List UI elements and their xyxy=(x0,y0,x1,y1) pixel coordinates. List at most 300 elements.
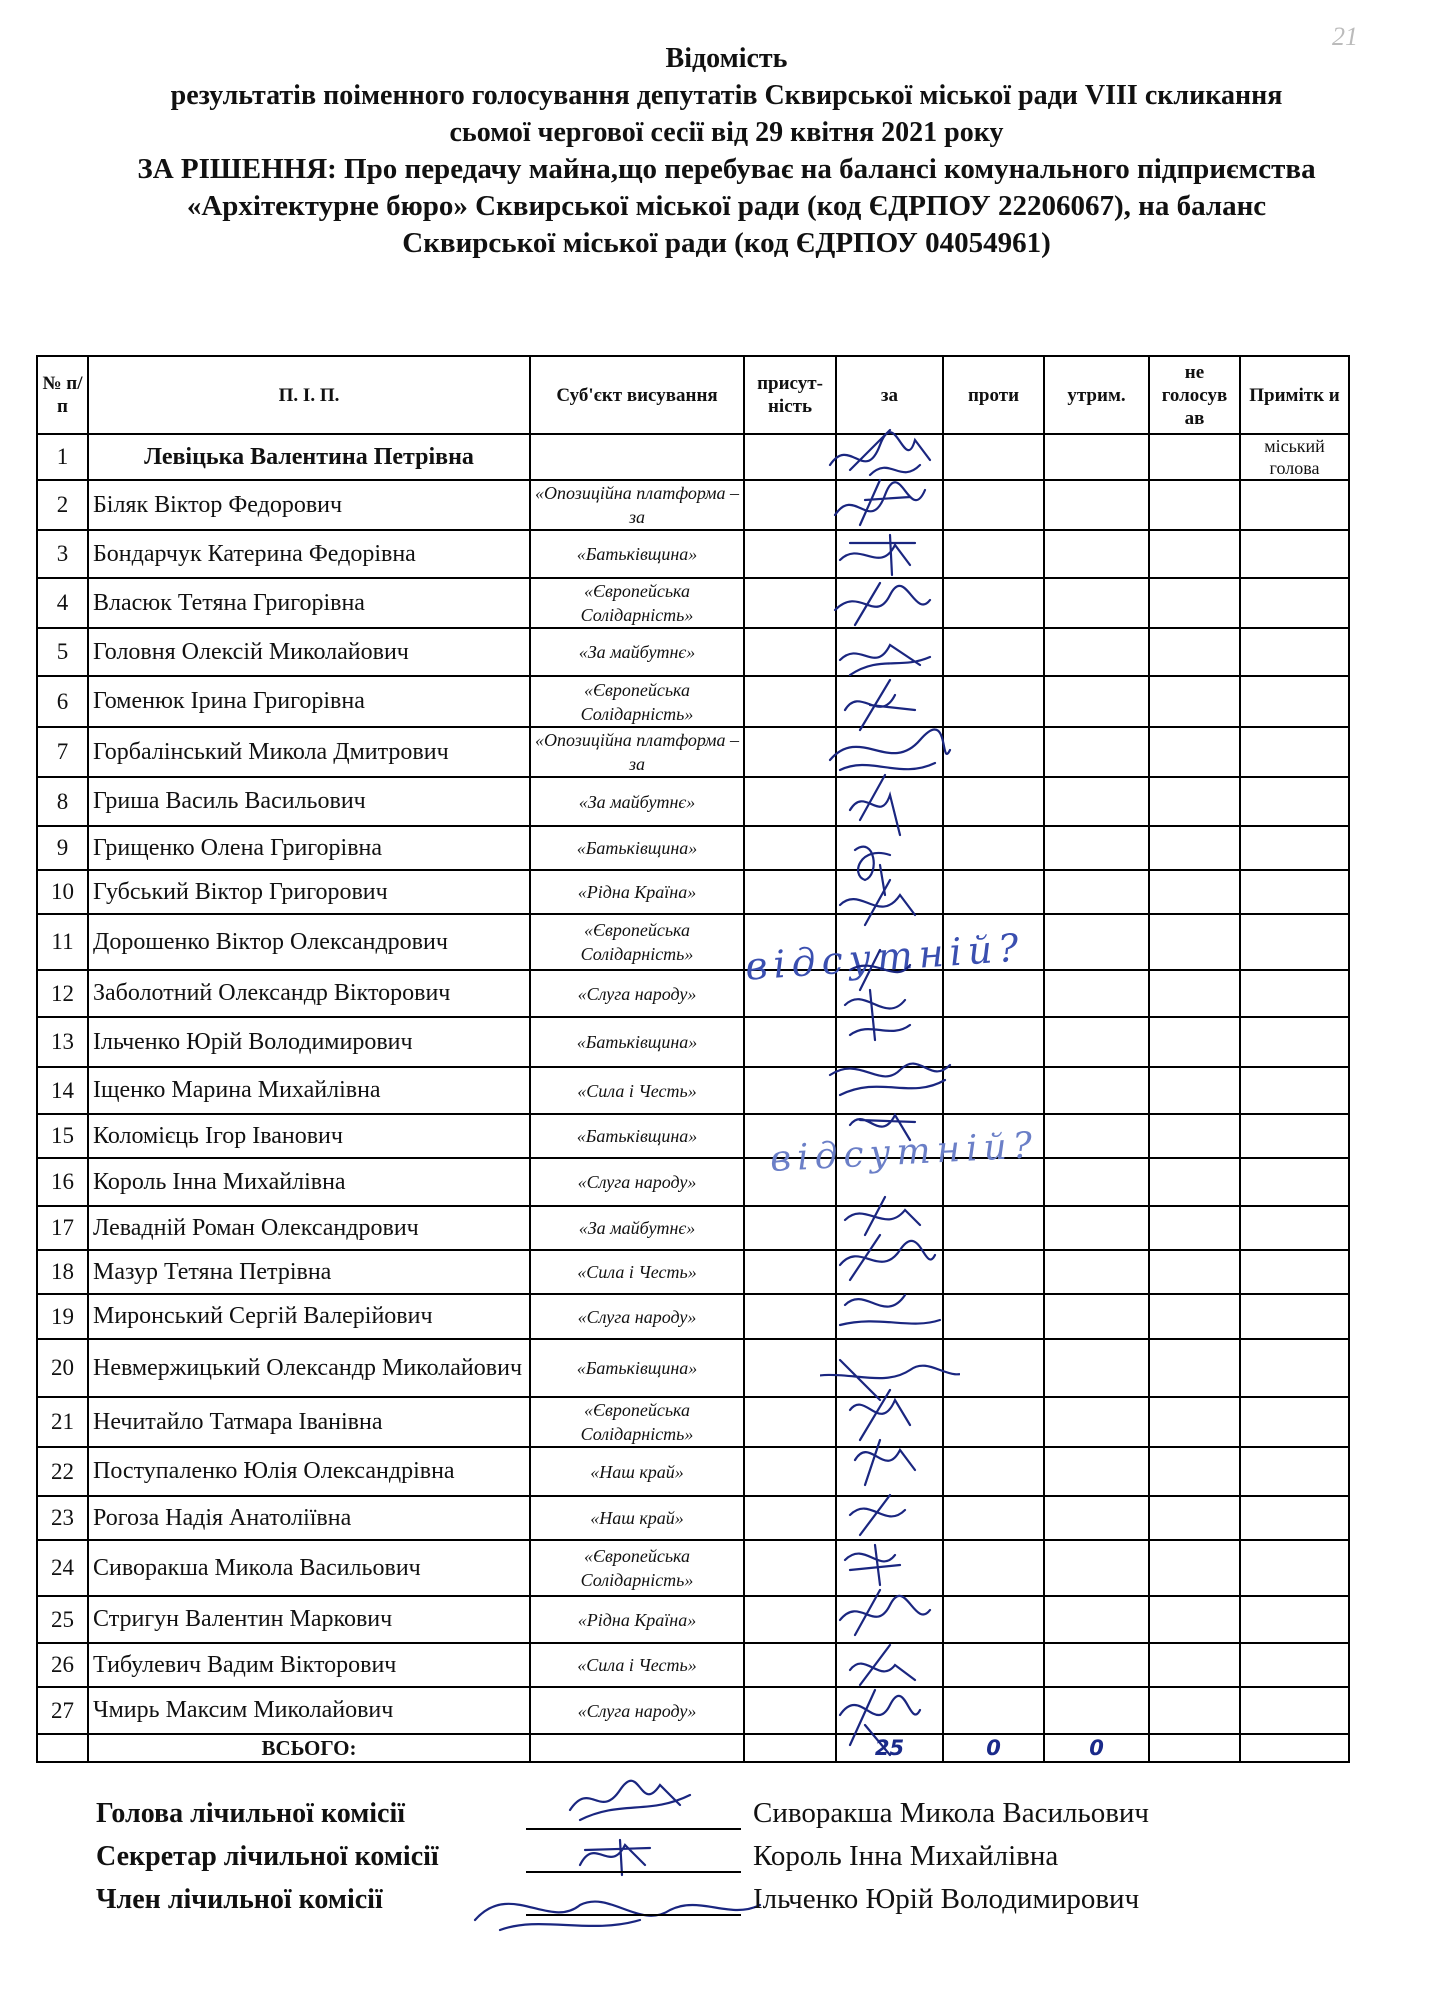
against-cell xyxy=(943,578,1044,628)
present-cell xyxy=(744,1114,836,1158)
doc-subtitle-2: сьомої чергової сесії від 29 квітня 2021 року xyxy=(449,117,1004,148)
footer-name: Сиворакша Микола Васильович xyxy=(753,1797,1150,1829)
present-cell xyxy=(744,1540,836,1596)
row-number: 14 xyxy=(37,1067,88,1114)
note-cell xyxy=(1240,1397,1349,1447)
table-row xyxy=(37,434,1349,480)
table-row xyxy=(37,1596,1349,1643)
table-row xyxy=(37,480,1349,530)
present-cell xyxy=(744,578,836,628)
deputy-party: «За майбутнє» xyxy=(530,777,744,826)
col-present: присут-ність xyxy=(744,356,836,434)
for-cell xyxy=(836,578,943,628)
row-number: 23 xyxy=(37,1496,88,1540)
for-cell xyxy=(836,1067,943,1114)
row-number: 16 xyxy=(37,1158,88,1206)
deputy-name: Чмирь Максим Миколайович xyxy=(88,1687,530,1734)
note-cell xyxy=(1240,1596,1349,1643)
deputy-name: Невмержицький Олександр Миколайович xyxy=(88,1339,530,1397)
row-number: 8 xyxy=(37,777,88,826)
for-cell xyxy=(836,1397,943,1447)
footer-row-member xyxy=(96,1878,1346,1921)
deputy-name: Головня Олексій Миколайович xyxy=(88,628,530,676)
present-cell xyxy=(744,1250,836,1294)
not-voted-cell xyxy=(1149,1206,1240,1250)
row-number: 17 xyxy=(37,1206,88,1250)
deputy-party: «Батьківщина» xyxy=(530,826,744,870)
deputy-name: Рогоза Надія Анатоліївна xyxy=(88,1496,530,1540)
table-row xyxy=(37,870,1349,914)
abstain-cell xyxy=(1044,1687,1149,1734)
row-number: 19 xyxy=(37,1294,88,1339)
against-cell xyxy=(943,1339,1044,1397)
deputy-party: «Батьківщина» xyxy=(530,530,744,578)
table-row xyxy=(37,914,1349,970)
against-cell xyxy=(943,1540,1044,1596)
for-cell xyxy=(836,826,943,870)
against-cell xyxy=(943,914,1044,970)
abstain-cell xyxy=(1044,826,1149,870)
not-voted-cell xyxy=(1149,1447,1240,1496)
abstain-cell xyxy=(1044,914,1149,970)
deputy-name: Гриша Василь Васильович xyxy=(88,777,530,826)
not-voted-cell xyxy=(1149,1496,1240,1540)
for-cell xyxy=(836,1294,943,1339)
against-cell xyxy=(943,970,1044,1017)
total-label: ВСЬОГО: xyxy=(88,1734,530,1762)
not-voted-cell xyxy=(1149,1158,1240,1206)
total-abstain: 0 xyxy=(1044,1734,1149,1762)
row-number: 22 xyxy=(37,1447,88,1496)
for-cell xyxy=(836,1250,943,1294)
table-row xyxy=(37,578,1349,628)
deputy-name: Поступаленко Юлія Олександрівна xyxy=(88,1447,530,1496)
row-number: 1 xyxy=(37,434,88,480)
not-voted-cell xyxy=(1149,1540,1240,1596)
total-notes xyxy=(1240,1734,1349,1762)
deputy-party: «Європейська Солідарність» xyxy=(530,914,744,970)
not-voted-cell xyxy=(1149,1339,1240,1397)
not-voted-cell xyxy=(1149,727,1240,777)
abstain-cell xyxy=(1044,1017,1149,1067)
note-cell xyxy=(1240,1017,1349,1067)
present-cell xyxy=(744,870,836,914)
table-row xyxy=(37,826,1349,870)
abstain-cell xyxy=(1044,870,1149,914)
abstain-cell xyxy=(1044,1643,1149,1687)
for-cell xyxy=(836,1339,943,1397)
signature-line xyxy=(526,1841,741,1873)
note-cell xyxy=(1240,1643,1349,1687)
against-cell xyxy=(943,777,1044,826)
total-empty xyxy=(37,1734,88,1762)
col-not-voted: не голосув ав xyxy=(1149,356,1240,434)
row-number: 20 xyxy=(37,1339,88,1397)
abstain-cell xyxy=(1044,1158,1149,1206)
note-cell xyxy=(1240,480,1349,530)
deputy-party: «Європейська Солідарність» xyxy=(530,676,744,727)
for-cell xyxy=(836,727,943,777)
total-against: 0 xyxy=(943,1734,1044,1762)
deputy-name: Сиворакша Микола Васильович xyxy=(88,1540,530,1596)
deputy-party: «Батьківщина» xyxy=(530,1017,744,1067)
against-cell xyxy=(943,1158,1044,1206)
against-cell xyxy=(943,826,1044,870)
not-voted-cell xyxy=(1149,1114,1240,1158)
deputy-party: «Батьківщина» xyxy=(530,1114,744,1158)
not-voted-cell xyxy=(1149,578,1240,628)
deputy-name: Губський Віктор Григорович xyxy=(88,870,530,914)
for-cell xyxy=(836,914,943,970)
for-cell xyxy=(836,1596,943,1643)
note-cell xyxy=(1240,1447,1349,1496)
note-cell xyxy=(1240,777,1349,826)
note-cell xyxy=(1240,1158,1349,1206)
footer-name: Король Інна Михайлівна xyxy=(753,1840,1059,1872)
note-cell xyxy=(1240,970,1349,1017)
present-cell xyxy=(744,628,836,676)
present-cell xyxy=(744,480,836,530)
table-row xyxy=(37,1158,1349,1206)
deputy-party: «Наш край» xyxy=(530,1447,744,1496)
for-cell xyxy=(836,1206,943,1250)
decision-line-2: «Архітектурне бюро» Сквирської міської ради (код ЄДРПОУ 22206067), на баланс xyxy=(186,190,1267,222)
col-number: № п/п xyxy=(37,356,88,434)
table-row xyxy=(37,530,1349,578)
for-cell xyxy=(836,628,943,676)
note-cell xyxy=(1240,826,1349,870)
abstain-cell xyxy=(1044,676,1149,727)
against-cell xyxy=(943,1397,1044,1447)
against-cell xyxy=(943,434,1044,480)
abstain-cell xyxy=(1044,1339,1149,1397)
against-cell xyxy=(943,530,1044,578)
present-cell xyxy=(744,777,836,826)
row-number: 6 xyxy=(37,676,88,727)
note-cell xyxy=(1240,1339,1349,1397)
deputy-party xyxy=(530,434,744,480)
voting-table xyxy=(36,355,1350,1763)
note-cell xyxy=(1240,628,1349,676)
against-cell xyxy=(943,1687,1044,1734)
not-voted-cell xyxy=(1149,970,1240,1017)
present-cell xyxy=(744,1397,836,1447)
footer-role: Секретар лічильної комісії xyxy=(96,1840,439,1872)
table-row xyxy=(37,1250,1349,1294)
note-cell xyxy=(1240,578,1349,628)
against-cell xyxy=(943,1643,1044,1687)
present-cell xyxy=(744,1643,836,1687)
row-number: 27 xyxy=(37,1687,88,1734)
deputy-name: Стригун Валентин Маркович xyxy=(88,1596,530,1643)
for-cell xyxy=(836,1687,943,1734)
table-row xyxy=(37,1397,1349,1447)
abstain-cell xyxy=(1044,530,1149,578)
total-not-voted xyxy=(1149,1734,1240,1762)
deputy-party: «Європейська Солідарність» xyxy=(530,1540,744,1596)
present-cell xyxy=(744,1017,836,1067)
abstain-cell xyxy=(1044,1114,1149,1158)
against-cell xyxy=(943,1447,1044,1496)
note-cell xyxy=(1240,1250,1349,1294)
abstain-cell xyxy=(1044,1596,1149,1643)
abstain-cell xyxy=(1044,1496,1149,1540)
handwritten-absent-note-row11: відсутній? xyxy=(743,925,1026,989)
against-cell xyxy=(943,1496,1044,1540)
table-row xyxy=(37,628,1349,676)
present-cell xyxy=(744,1067,836,1114)
for-cell xyxy=(836,1158,943,1206)
deputy-name: Заболотний Олександр Вікторович xyxy=(88,970,530,1017)
deputy-name: Мазур Тетяна Петрівна xyxy=(88,1250,530,1294)
present-cell xyxy=(744,676,836,727)
against-cell xyxy=(943,1250,1044,1294)
present-cell xyxy=(744,970,836,1017)
deputy-name: Гоменюк Ірина Григорівна xyxy=(88,676,530,727)
for-cell xyxy=(836,1017,943,1067)
footer-row-chairman xyxy=(96,1792,1346,1835)
row-number: 3 xyxy=(37,530,88,578)
total-for: 25 xyxy=(836,1734,943,1762)
deputy-name: Левіцька Валентина Петрівна xyxy=(88,434,530,480)
footer-name: Ільченко Юрій Володимирович xyxy=(753,1883,1140,1915)
total-row xyxy=(37,1734,1349,1762)
for-cell xyxy=(836,676,943,727)
not-voted-cell xyxy=(1149,434,1240,480)
table-row xyxy=(37,1643,1349,1687)
row-number: 4 xyxy=(37,578,88,628)
against-cell xyxy=(943,1206,1044,1250)
note-cell xyxy=(1240,530,1349,578)
footer-role: Член лічильної комісії xyxy=(96,1883,383,1915)
deputy-name: Власюк Тетяна Григорівна xyxy=(88,578,530,628)
page-mark: 21 xyxy=(1332,22,1358,51)
against-cell xyxy=(943,1596,1044,1643)
note-cell xyxy=(1240,1496,1349,1540)
row-number: 12 xyxy=(37,970,88,1017)
table-row xyxy=(37,777,1349,826)
deputy-name: Іщенко Марина Михайлівна xyxy=(88,1067,530,1114)
not-voted-cell xyxy=(1149,676,1240,727)
deputy-party: «Наш край» xyxy=(530,1496,744,1540)
for-cell xyxy=(836,1447,943,1496)
deputy-party: «За майбутнє» xyxy=(530,1206,744,1250)
against-cell xyxy=(943,480,1044,530)
abstain-cell xyxy=(1044,777,1149,826)
abstain-cell xyxy=(1044,480,1149,530)
not-voted-cell xyxy=(1149,628,1240,676)
note-cell xyxy=(1240,1294,1349,1339)
signature-line xyxy=(526,1884,741,1916)
for-cell xyxy=(836,870,943,914)
deputy-party: «Слуга народу» xyxy=(530,1158,744,1206)
present-cell xyxy=(744,434,836,480)
deputy-name: Біляк Віктор Федорович xyxy=(88,480,530,530)
note-cell xyxy=(1240,1067,1349,1114)
deputy-party: «За майбутнє» xyxy=(530,628,744,676)
decision-line-3: Сквирської міської ради (код ЄДРПОУ 04054961) xyxy=(402,227,1051,259)
table-row xyxy=(37,1447,1349,1496)
col-notes: Примітк и xyxy=(1240,356,1349,434)
present-cell xyxy=(744,1447,836,1496)
table-row xyxy=(37,1339,1349,1397)
note-cell xyxy=(1240,727,1349,777)
row-number: 25 xyxy=(37,1596,88,1643)
present-cell xyxy=(744,1294,836,1339)
not-voted-cell xyxy=(1149,1643,1240,1687)
total-party-empty xyxy=(530,1734,744,1762)
note-cell xyxy=(1240,1206,1349,1250)
against-cell xyxy=(943,1067,1044,1114)
for-cell xyxy=(836,1114,943,1158)
not-voted-cell xyxy=(1149,1067,1240,1114)
table-row xyxy=(37,727,1349,777)
deputy-party: «Слуга народу» xyxy=(530,1687,744,1734)
for-cell xyxy=(836,777,943,826)
abstain-cell xyxy=(1044,1447,1149,1496)
abstain-cell xyxy=(1044,727,1149,777)
row-number: 2 xyxy=(37,480,88,530)
not-voted-cell xyxy=(1149,1294,1240,1339)
table-row xyxy=(37,1687,1349,1734)
not-voted-cell xyxy=(1149,826,1240,870)
deputy-name: Горбалінський Микола Дмитрович xyxy=(88,727,530,777)
col-against: проти xyxy=(943,356,1044,434)
row-number: 5 xyxy=(37,628,88,676)
deputy-party: «Сила і Честь» xyxy=(530,1643,744,1687)
table-row xyxy=(37,676,1349,727)
table-row xyxy=(37,1114,1349,1158)
deputy-party: «Слуга народу» xyxy=(530,1294,744,1339)
not-voted-cell xyxy=(1149,777,1240,826)
against-cell xyxy=(943,727,1044,777)
doc-subtitle-1: результатів поіменного голосування депутатів Сквирської міської ради VIII скликання xyxy=(170,80,1283,111)
not-voted-cell xyxy=(1149,1397,1240,1447)
abstain-cell xyxy=(1044,970,1149,1017)
not-voted-cell xyxy=(1149,1687,1240,1734)
note-cell xyxy=(1240,1540,1349,1596)
for-cell xyxy=(836,1496,943,1540)
row-number: 9 xyxy=(37,826,88,870)
deputy-name: Нечитайло Татмара Іванівна xyxy=(88,1397,530,1447)
row-number: 21 xyxy=(37,1397,88,1447)
deputy-party: «Рідна Країна» xyxy=(530,1596,744,1643)
col-for: за xyxy=(836,356,943,434)
table-row xyxy=(37,970,1349,1017)
signature-line xyxy=(526,1798,741,1830)
col-abstain: утрим. xyxy=(1044,356,1149,434)
present-cell xyxy=(744,1158,836,1206)
handwritten-absent-note-row15: відсутній? xyxy=(769,1125,1040,1180)
row-number: 24 xyxy=(37,1540,88,1596)
present-cell xyxy=(744,530,836,578)
abstain-cell xyxy=(1044,434,1149,480)
against-cell xyxy=(943,1114,1044,1158)
deputy-name: Грищенко Олена Григорівна xyxy=(88,826,530,870)
deputy-name: Миронський Сергій Валерійович xyxy=(88,1294,530,1339)
present-cell xyxy=(744,1339,836,1397)
commission-footer xyxy=(96,1792,1346,1921)
present-cell xyxy=(744,1596,836,1643)
against-cell xyxy=(943,628,1044,676)
present-cell xyxy=(744,914,836,970)
abstain-cell xyxy=(1044,1250,1149,1294)
col-name: П. І. П. xyxy=(88,356,530,434)
row-number: 7 xyxy=(37,727,88,777)
row-number: 26 xyxy=(37,1643,88,1687)
row-number: 13 xyxy=(37,1017,88,1067)
abstain-cell xyxy=(1044,1067,1149,1114)
total-present-empty xyxy=(744,1734,836,1762)
row-number: 18 xyxy=(37,1250,88,1294)
present-cell xyxy=(744,1206,836,1250)
doc-title: Відомість xyxy=(665,43,788,74)
note-cell xyxy=(1240,914,1349,970)
note-cell xyxy=(1240,1687,1349,1734)
deputy-party: «Опозиційна платформа – за xyxy=(530,727,744,777)
deputy-party: «Батьківщина» xyxy=(530,1339,744,1397)
not-voted-cell xyxy=(1149,914,1240,970)
abstain-cell xyxy=(1044,578,1149,628)
against-cell xyxy=(943,676,1044,727)
note-cell xyxy=(1240,1114,1349,1158)
for-cell xyxy=(836,1540,943,1596)
deputy-name: Ільченко Юрій Володимирович xyxy=(88,1017,530,1067)
against-cell xyxy=(943,1017,1044,1067)
deputy-party: «Сила і Честь» xyxy=(530,1067,744,1114)
footer-row-secretary xyxy=(96,1835,1346,1878)
not-voted-cell xyxy=(1149,1596,1240,1643)
document-header xyxy=(0,40,1453,262)
table-row xyxy=(37,1496,1349,1540)
abstain-cell xyxy=(1044,628,1149,676)
table-row xyxy=(37,1206,1349,1250)
row-number: 15 xyxy=(37,1114,88,1158)
table-header-row xyxy=(37,356,1349,434)
deputy-party: «Європейська Солідарність» xyxy=(530,1397,744,1447)
deputy-party: «Опозиційна платформа – за xyxy=(530,480,744,530)
row-number: 10 xyxy=(37,870,88,914)
footer-role: Голова лічильної комісії xyxy=(96,1797,406,1829)
table-row xyxy=(37,1017,1349,1067)
note-cell xyxy=(1240,870,1349,914)
note-cell: міський голова xyxy=(1240,434,1349,480)
against-cell xyxy=(943,870,1044,914)
deputy-party: «Рідна Країна» xyxy=(530,870,744,914)
deputy-party: «Сила і Честь» xyxy=(530,1250,744,1294)
not-voted-cell xyxy=(1149,1250,1240,1294)
present-cell xyxy=(744,1496,836,1540)
abstain-cell xyxy=(1044,1294,1149,1339)
present-cell xyxy=(744,1687,836,1734)
decision-line-1: ЗА РІШЕННЯ: Про передачу майна,що перебуває на балансі комунального підприємства xyxy=(137,153,1316,185)
not-voted-cell xyxy=(1149,530,1240,578)
present-cell xyxy=(744,727,836,777)
not-voted-cell xyxy=(1149,1017,1240,1067)
abstain-cell xyxy=(1044,1540,1149,1596)
deputy-party: «Європейська Солідарність» xyxy=(530,578,744,628)
col-party: Суб'єкт висування xyxy=(530,356,744,434)
for-cell xyxy=(836,530,943,578)
deputy-name: Тибулевич Вадим Вікторович xyxy=(88,1643,530,1687)
row-number: 11 xyxy=(37,914,88,970)
abstain-cell xyxy=(1044,1397,1149,1447)
present-cell xyxy=(744,826,836,870)
not-voted-cell xyxy=(1149,480,1240,530)
for-cell xyxy=(836,480,943,530)
note-cell xyxy=(1240,676,1349,727)
deputy-name: Левадній Роман Олександрович xyxy=(88,1206,530,1250)
